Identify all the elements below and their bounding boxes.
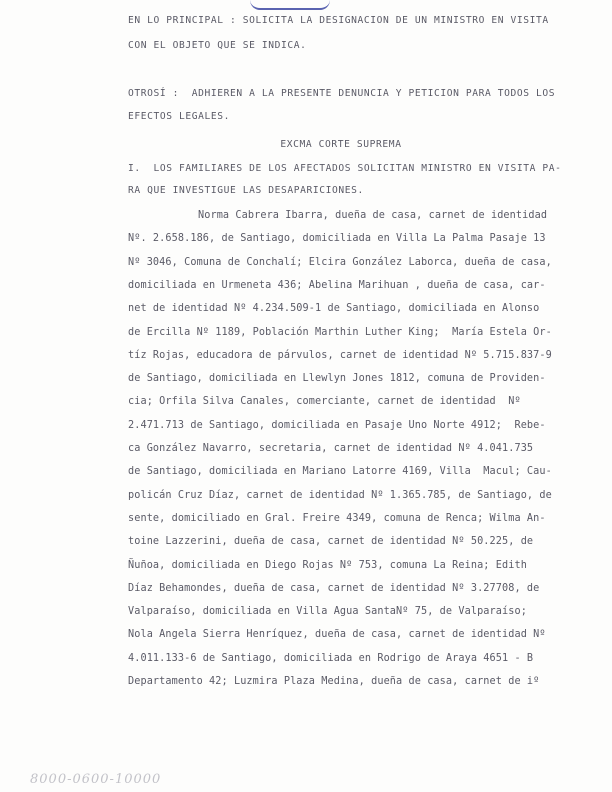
body-line: net de identidad Nº 4.234.509-1 de Santiago, domiciliada en Alonso <box>128 303 540 315</box>
body-line: Ñuñoa, domiciliada en Diego Rojas Nº 753, comuna La Reina; Edith <box>128 559 527 571</box>
body-line: tíz Rojas, educadora de párvulos, carnet de identidad Nº 5.715.837-9 <box>128 349 552 361</box>
body-line: de Santiago, domiciliada en Mariano Latorre 4169, Villa Macul; Cau- <box>128 466 552 478</box>
body-line: policán Cruz Díaz, carnet de identidad Nº 1.365.785, de Santiago, de <box>128 489 552 501</box>
body-line: Norma Cabrera Ibarra, dueña de casa, carnet de identidad <box>198 210 548 221</box>
section-one-line-2: RA QUE INVESTIGUE LAS DESAPARICIONES. <box>128 185 364 196</box>
body-line: toine Lazzerini, dueña de casa, carnet de identidad Nº 50.225, de <box>128 536 534 548</box>
body-line: Nola Angela Sierra Henríquez, dueña de casa, carnet de identidad Nº <box>128 629 546 641</box>
otrosi-line-1: OTROSÍ : ADHIEREN A LA PRESENTE DENUNCIA Y PETICION PARA TODOS LOS <box>128 88 556 99</box>
body-line: Valparaíso, domiciliada en Villa Agua SantaNº 75, de Valparaíso; <box>128 606 527 618</box>
body-line: Nº 3046, Comuna de Conchalí; Elcira González Laborca, dueña de casa, <box>128 256 552 268</box>
body-line: Departamento 42; Luzmira Plaza Medina, dueña de casa, carnet de iº <box>128 676 540 687</box>
body-line: de Ercilla Nº 1189, Población Marthin Luther King; María Estela Or- <box>128 326 552 338</box>
court-title: EXCMA CORTE SUPREMA <box>280 139 402 150</box>
section-one-line-1: I. LOS FAMILIARES DE LOS AFECTADOS SOLICITAN MINISTRO EN VISITA PA- <box>128 163 562 174</box>
body-line: domiciliada en Urmeneta 436; Abelina Marihuan , dueña de casa, car- <box>128 279 546 291</box>
body-line: cia; Orfila Silva Canales, comerciante, carnet de identidad Nº <box>128 396 521 408</box>
principal-line-2: CON EL OBJETO QUE SE INDICA. <box>128 40 307 51</box>
body-line: de Santiago, domiciliada en Llewlyn Jones 1812, comuna de Providen- <box>128 373 546 385</box>
body-line: Díaz Behamondes, dueña de casa, carnet de identidad Nº 3.27708, de <box>128 582 540 594</box>
body-line: ca González Navarro, secretaria, carnet de identidad Nº 4.041.735 <box>128 443 534 454</box>
body-line: sente, domiciliado en Gral. Freire 4349, comuna de Renca; Wilma An- <box>128 512 546 524</box>
pencil-note: 8000-0600-10000 <box>30 772 162 787</box>
body-line: 2.471.713 de Santiago, domiciliada en Pasaje Uno Norte 4912; Rebe- <box>128 419 546 431</box>
principal-line-1: EN LO PRINCIPAL : SOLICITA LA DESIGNACION DE UN MINISTRO EN VISITA <box>128 15 549 26</box>
body-line: 4.011.133-6 de Santiago, domiciliada en Rodrigo de Araya 4651 - B <box>128 652 534 664</box>
stamp-mark <box>250 0 330 10</box>
otrosi-line-2: EFECTOS LEGALES. <box>128 111 231 122</box>
body-line: Nº. 2.658.186, de Santiago, domiciliada en Villa La Palma Pasaje 13 <box>128 233 546 245</box>
